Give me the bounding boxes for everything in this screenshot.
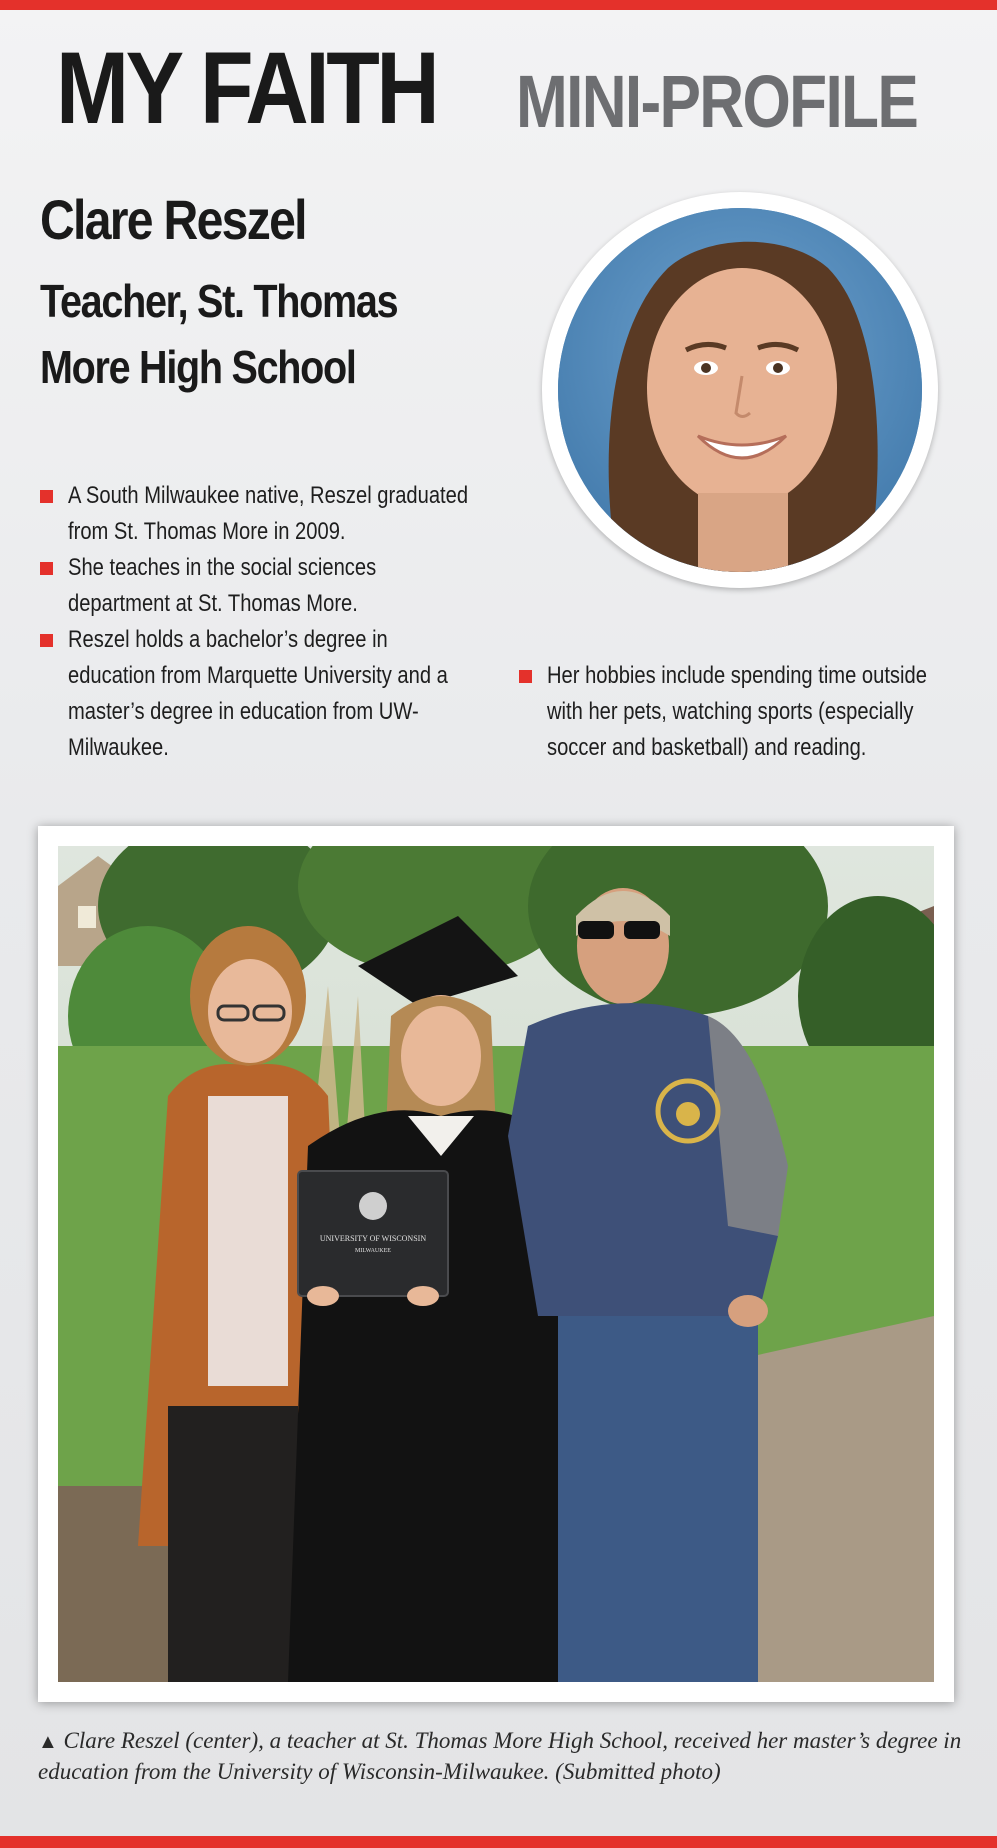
bullet-square-icon: [40, 634, 53, 647]
bullet-square-icon: [519, 670, 532, 683]
graduation-photo-frame: [38, 826, 954, 1702]
bullet-list-left: [40, 478, 480, 766]
caption-text: Clare Reszel (center), a teacher at St. Thomas More High School, received her master’s degree in education from the University of Wisconsin-Milwaukee. (Submitted photo): [38, 1728, 962, 1784]
caption-triangle-icon: ▲: [38, 1731, 58, 1753]
portrait-photo: [542, 192, 938, 588]
diploma-text-line1: UNIVERSITY OF WISCONSIN: [319, 1234, 427, 1243]
list-item: She teaches in the social sciences department at St. Thomas More.: [40, 550, 480, 622]
graduation-photo: [58, 846, 934, 1682]
bottom-accent-rule: [0, 1836, 997, 1848]
masthead: [56, 28, 918, 148]
list-item: Reszel holds a bachelor’s degree in education from Marquette University and a master’s degree in education from UW-Milwaukee.: [40, 622, 480, 766]
profile-role-line1: Teacher, St. Thomas: [40, 275, 398, 327]
portrait-image: [558, 208, 922, 572]
bullet-square-icon: [40, 490, 53, 503]
masthead-subtitle: MINI-PROFILE: [516, 60, 918, 143]
profile-role: [40, 268, 487, 400]
bullet-square-icon: [40, 562, 53, 575]
list-item: A South Milwaukee native, Reszel graduated from St. Thomas More in 2009.: [40, 478, 480, 550]
profile-role-line2: More High School: [40, 341, 356, 393]
masthead-title: MY FAITH: [56, 31, 437, 145]
list-item: Her hobbies include spending time outside with her pets, watching sports (especially soccer and basketball) and reading.: [519, 658, 959, 766]
photo-caption: [38, 1726, 968, 1787]
top-accent-rule: [0, 0, 997, 10]
profile-name: Clare Reszel: [40, 188, 306, 251]
bullet-list-right: [519, 658, 959, 766]
diploma-text-line2: MILWAUKEE: [355, 1248, 391, 1254]
